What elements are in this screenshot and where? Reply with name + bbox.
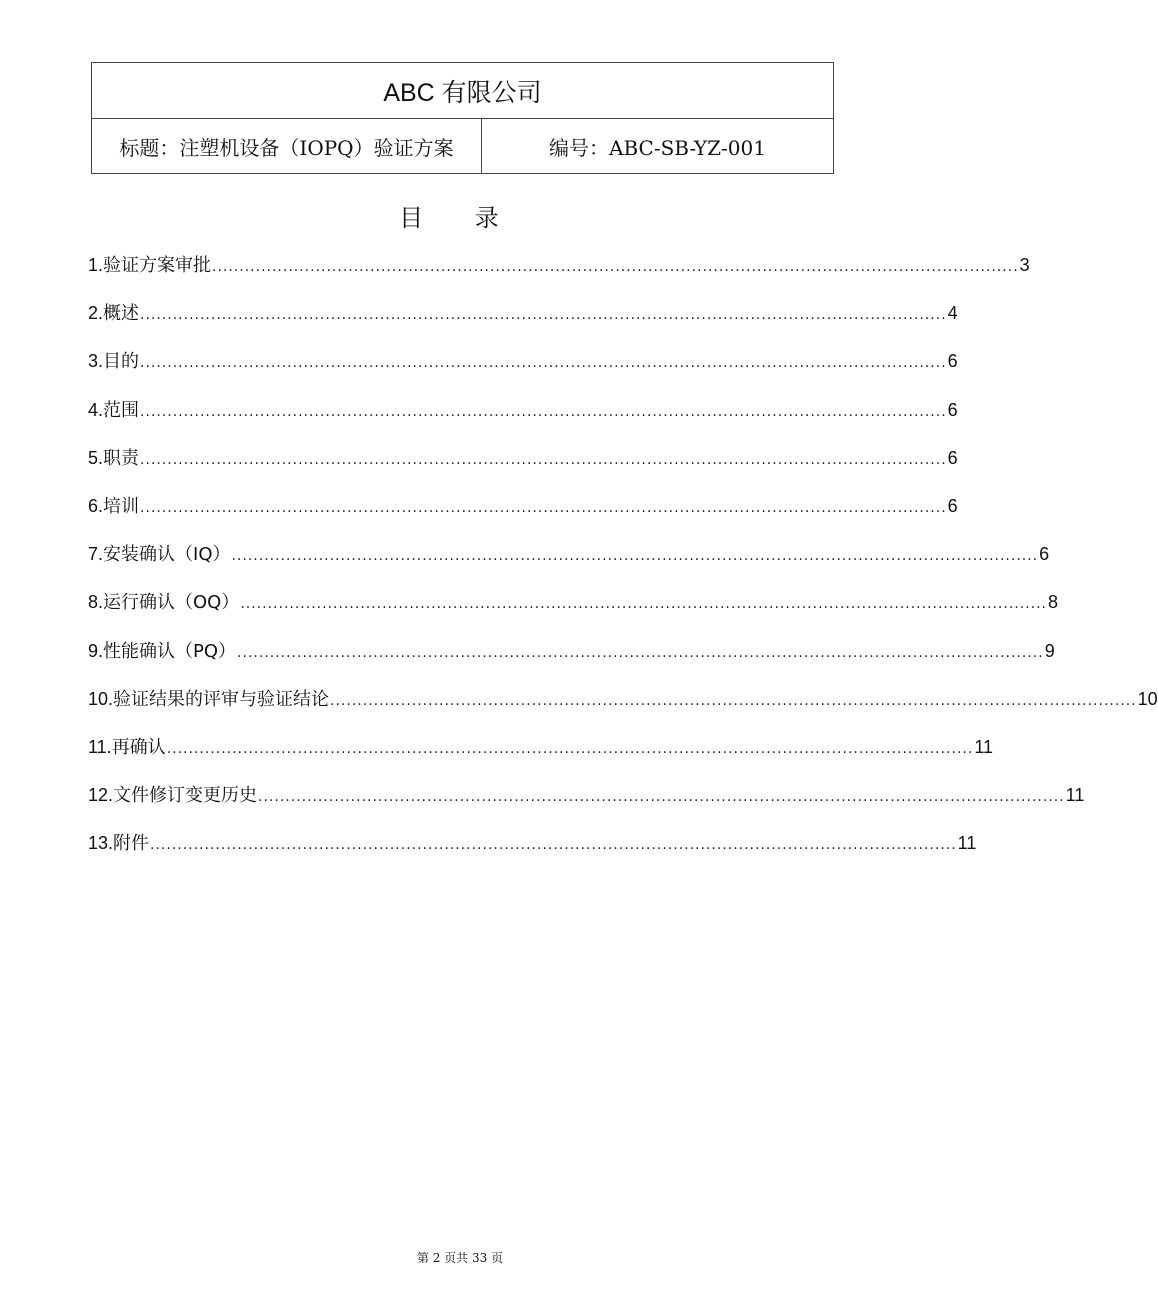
toc-leader-dots: .................................................................................................................................................... (258, 789, 1065, 806)
toc-item-page: 4 (947, 303, 958, 324)
toc-item-number: 8. (88, 592, 104, 613)
toc-item-number: 12. (88, 785, 114, 806)
toc-list (88, 241, 1158, 867)
toc-item-title: 验证方案审批 (103, 255, 212, 276)
toc-item-number: 9. (88, 640, 104, 661)
toc-item[interactable] (88, 819, 977, 867)
toc-item-number: 5. (88, 447, 104, 468)
toc-leader-dots: .................................................................................................................................................... (140, 355, 947, 372)
toc-item-title: 目的 (103, 351, 140, 373)
toc-heading: 目 录 (399, 204, 521, 232)
toc-leader-dots: .................................................................................................................................................... (231, 548, 1039, 565)
toc-item-title: 文件修订变更历史 (113, 785, 258, 807)
toc-item[interactable] (88, 675, 1158, 723)
document-title: 标题：注塑机设备（IOPQ）验证方案 (92, 119, 482, 174)
toc-item[interactable] (88, 578, 1059, 626)
toc-leader-dots: .................................................................................................................................................... (140, 307, 947, 324)
toc-item-number: 7. (88, 544, 104, 565)
toc-leader-dots: .................................................................................................................................................... (140, 403, 947, 420)
toc-item-title: 培训 (103, 495, 140, 517)
toc-item-page: 11 (974, 736, 994, 757)
toc-item-title: 验证结果的评审与验证结论 (113, 688, 330, 710)
toc-item[interactable] (88, 386, 958, 434)
toc-item-number: 10. (88, 688, 114, 709)
toc-item[interactable] (88, 627, 1055, 675)
toc-item[interactable] (88, 289, 958, 337)
toc-leader-dots: .................................................................................................................................................... (140, 499, 947, 516)
toc-item-title: 再确认 (111, 736, 166, 758)
toc-item-title: 性能确认（PQ） (103, 640, 237, 662)
toc-item-title: 附件 (113, 833, 150, 855)
toc-item-page: 11 (957, 833, 977, 854)
toc-item[interactable] (88, 530, 1050, 578)
toc-item[interactable] (88, 241, 1030, 289)
company-name: ABC 有限公司 (92, 63, 834, 119)
toc-leader-dots: .................................................................................................................................................... (166, 740, 974, 757)
toc-item[interactable] (88, 771, 1085, 819)
toc-item-page: 6 (947, 495, 958, 516)
toc-item-page: 11 (1065, 785, 1085, 806)
toc-item-page: 6 (947, 351, 958, 372)
document-code: 编号：ABC-SB-YZ-001 (482, 119, 834, 174)
document-header-table (91, 62, 834, 174)
toc-item-page: 9 (1044, 640, 1055, 661)
toc-leader-dots: .................................................................................................................................................... (237, 644, 1044, 661)
page-footer: 第 2 页共 33 页 (416, 1251, 504, 1265)
toc-leader-dots: .................................................................................................................................................... (140, 451, 947, 468)
toc-item-number: 3. (88, 351, 104, 372)
toc-item-page: 6 (1039, 544, 1050, 565)
toc-item-title: 概述 (103, 303, 140, 325)
toc-item[interactable] (88, 723, 994, 771)
toc-item-number: 13. (88, 833, 114, 854)
toc-item[interactable] (88, 434, 958, 482)
toc-leader-dots: .................................................................................................................................................... (330, 692, 1137, 709)
toc-item-title: 范围 (103, 399, 140, 421)
toc-leader-dots: .................................................................................................................................................... (240, 596, 1047, 613)
toc-item-page: 6 (947, 399, 958, 420)
toc-item-title: 安装确认（IQ） (103, 544, 231, 566)
toc-item-title: 运行确认（OQ） (103, 592, 240, 614)
toc-item[interactable] (88, 337, 958, 385)
toc-item-number: 11. (88, 736, 112, 757)
toc-item-number: 6. (88, 495, 104, 516)
toc-item-title: 职责 (103, 447, 140, 469)
toc-item-page: 3 (1019, 255, 1030, 275)
toc-leader-dots: .................................................................................................................................................... (212, 259, 1019, 275)
toc-item-number: 2. (88, 303, 104, 324)
toc-item[interactable] (88, 482, 958, 530)
toc-item-number: 1. (88, 255, 104, 275)
toc-item-page: 10 (1137, 688, 1158, 709)
toc-item-page: 8 (1048, 592, 1059, 613)
toc-item-page: 6 (947, 447, 958, 468)
toc-leader-dots: .................................................................................................................................................... (150, 837, 957, 854)
toc-item-number: 4. (88, 399, 104, 420)
